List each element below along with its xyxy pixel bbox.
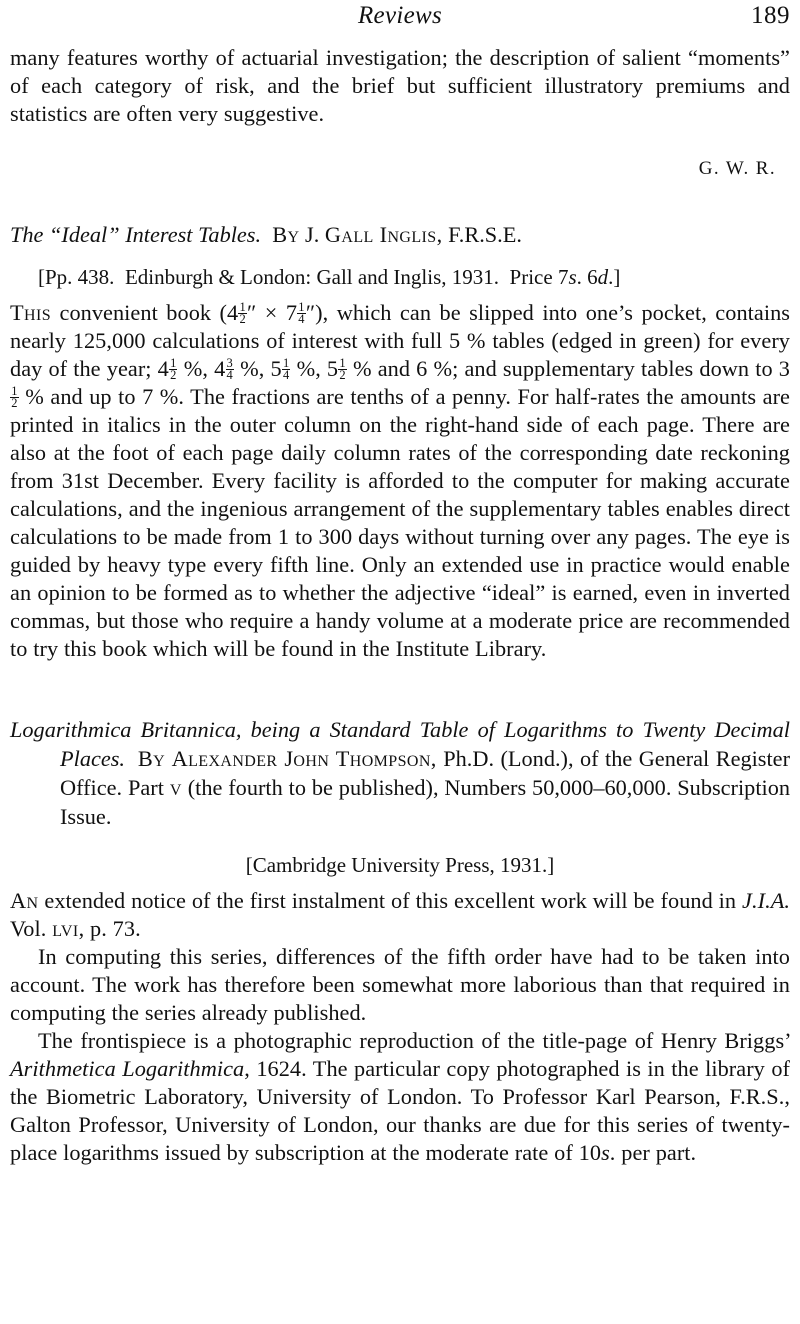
review-2-paragraph-1: [10, 887, 790, 943]
review-2-volume-number: lvi: [52, 916, 79, 941]
spacer: [10, 180, 790, 220]
review-1-body-f8: % and up to 7 %. The fractions are tenths of a penny. For half-rates the amounts are printed in italics in the outer column on the right-hand side of each page. There are also at the foot of each page daily column rates of the corresponding date reckoning from 31st December. Every facility is afforded to the computer for making accurate calculations, and the ingenious arrangement of the supplementary tables enables direct calculations to be made from 1 to 300 days without turning over any pages. The eye is guided by heavy type every fifth line. Only an extended use in practice would enable an opinion to be formed as to whether the adjective “ideal” is earned, even in inverted commas, but those who require a handy volume at a moderate price are recommended to try this book which will be found in the Institute Library.: [10, 384, 790, 661]
fraction-one-half: $\frac{1}{2}$: [239, 299, 246, 327]
fraction-one-half: $\frac{1}{2}$: [11, 383, 18, 411]
review-1-author-initial: J.: [305, 222, 320, 247]
review-1-imprint-price-shillings: 7s.: [557, 265, 582, 289]
running-head: [10, 2, 790, 36]
review-2-part-number: v: [169, 775, 182, 800]
review-1-title: The “Ideal” Interest Tables.: [10, 222, 262, 247]
review-2-opening-word: An: [10, 888, 39, 913]
page-number: 189: [751, 2, 790, 29]
review-2-imprint: [Cambridge University Press, 1931.]: [245, 853, 555, 877]
review-1-by-word: By: [272, 222, 300, 247]
review-1-body-f2: ″ × 7: [246, 300, 298, 325]
fraction-one-half: $\frac{1}{2}$: [339, 355, 346, 383]
spacer: [10, 663, 790, 715]
page-content: [10, 0, 790, 1167]
review-1-author-name: Gall Inglis,: [324, 222, 443, 247]
continued-paragraph: [10, 44, 790, 128]
review-1-body-f5: %, 5: [234, 356, 282, 381]
fraction-three-quarters: $\frac{3}{4}$: [226, 355, 233, 383]
review-2-heading: [10, 715, 790, 831]
review-1-body: [10, 299, 790, 663]
review-2-p3-c: . per part.: [609, 1140, 697, 1165]
spacer: [10, 879, 790, 887]
review-1-body-f6: %, 5: [290, 356, 339, 381]
review-1-body-f1: convenient book (4: [59, 300, 239, 325]
running-head-title: Reviews: [357, 2, 442, 29]
review-1-imprint-price-pence: 6d.]: [587, 265, 621, 289]
review-1-imprint: [10, 263, 790, 291]
review-1-imprint-publisher: Edinburgh & London: Gall and Inglis, 1931.: [124, 265, 500, 289]
fraction-one-half: $\frac{1}{2}$: [170, 355, 177, 383]
review-1-body-f7: % and 6 %; and supplementary tables down to 3: [346, 356, 790, 381]
review-2-p1-vol-label: Vol.: [10, 916, 47, 941]
review-2-p1-a: extended notice of the first instalment of this excellent work will be found in: [44, 888, 737, 913]
fraction-one-quarter: $\frac{1}{4}$: [298, 299, 305, 327]
spacer: [10, 291, 790, 299]
review-2-title-line1: Logarithmica Britannica, being a Standard Table of Logarithms to: [10, 717, 634, 742]
review-2-paragraph-3: [10, 1027, 790, 1167]
spacer: [10, 831, 790, 851]
review-2-title-line2: Twenty Decimal Places.: [60, 717, 790, 771]
reviewer-signature-gwr: G. W. R.: [698, 158, 776, 179]
review-1-imprint-price-label: Price: [509, 265, 553, 289]
review-1-author-qualification: F.R.S.E.: [448, 222, 522, 247]
review-2-p3-b: , 1624. The particular copy photographed is in the library of the Biometric Laboratory, University of London. To Professor Karl Pearson, F.R.S., Galton Professor, University of London, our thanks are due for this series of twenty-place logarithms issued by subscription at the moderate rate of 10: [10, 1056, 790, 1165]
review-2-p3-a: The frontispiece is a photographic reproduction of the title-page of Henry Briggs’: [38, 1028, 790, 1053]
review-2-p1-c: , p. 73.: [78, 916, 141, 941]
review-2-author-name: Alexander John Thompson,: [171, 746, 437, 771]
continued-paragraph-text: many features worthy of actuarial investigation; the description of salient “moments” of each category of risk, and the brief but sufficient illustratory premiums and statistics are often very suggestive.: [10, 45, 790, 126]
fraction-one-quarter: $\frac{1}{4}$: [282, 355, 290, 383]
review-2-part-rest: (the fourth to be published), Numbers 50,000–60,000. Subscription Issue.: [60, 775, 791, 829]
review-1-body-f3: ″), which can be slipped into one’s pocket, contains nearly 125,000 calculations of interest with full 5 % tables (edged in green) for every day of the year; 4: [10, 300, 791, 381]
review-2-shilling-mark: s: [601, 1140, 610, 1165]
review-1-heading: [10, 220, 790, 249]
review-2-briggs-title: Arithmetica Logarithmica: [10, 1056, 245, 1081]
spacer: [10, 249, 790, 263]
spacer: [10, 36, 790, 44]
review-2-by-word: By: [137, 746, 166, 771]
review-2-journal-abbrev: J.I.A.: [742, 888, 791, 913]
review-1-opening-word: This: [10, 300, 52, 325]
review-2-paragraph-2: In computing this series, differences of the fifth order have had to be taken into account. The work has therefore been somewhat more laborious than that required in computing the series already published.: [10, 944, 790, 1025]
review-1-imprint-pages: [Pp. 438.: [38, 265, 115, 289]
review-1-body-f4: %, 4: [177, 356, 226, 381]
review-2-author-qualification: Ph.D. (Lond.), of the General Register Office. Part: [60, 746, 790, 800]
